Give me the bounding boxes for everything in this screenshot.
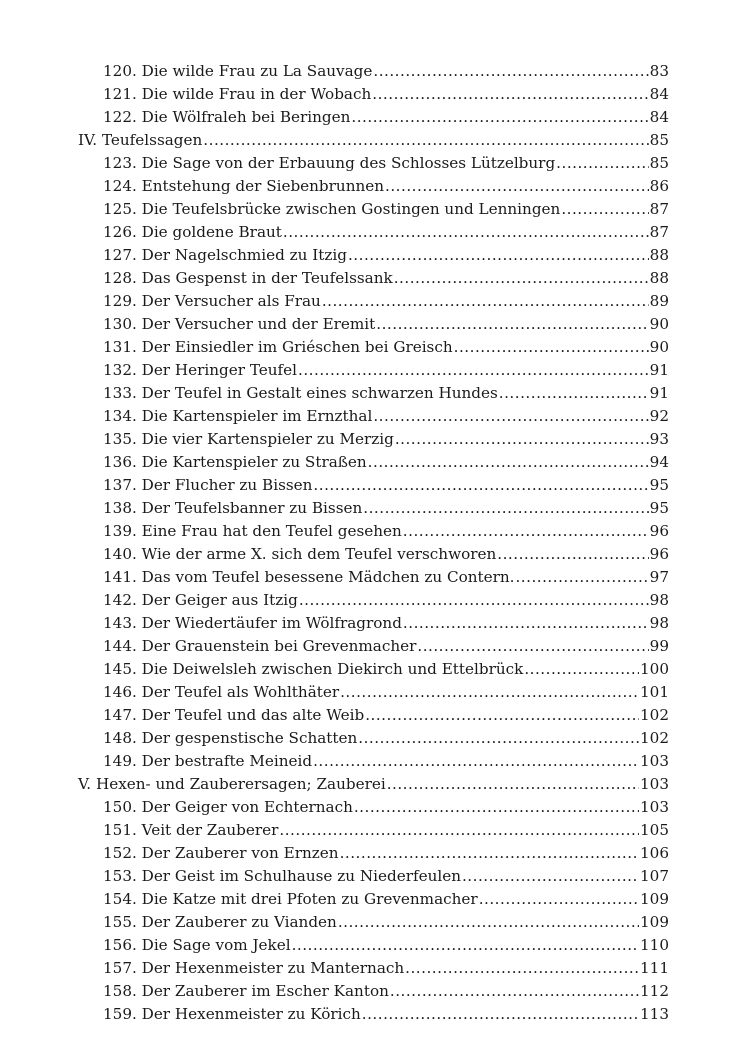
dot-leader — [405, 957, 639, 980]
toc-entry-title: 132. Der Heringer Teufel — [103, 361, 298, 379]
toc-row-content — [103, 267, 669, 290]
toc-entry-row — [0, 658, 746, 681]
toc-row-content — [103, 290, 669, 313]
dot-leader — [403, 612, 649, 635]
toc-row-content — [103, 635, 669, 658]
toc-entry-row — [0, 911, 746, 934]
toc-entry-title: 128. Das Gespenst in der Teufelssank — [103, 269, 393, 287]
toc-entry-title: 156. Die Sage vom Jekel — [103, 936, 291, 954]
dot-leader — [395, 428, 649, 451]
toc-row-content — [103, 911, 669, 934]
toc-entry-row — [0, 865, 746, 888]
toc-entry-row — [0, 727, 746, 750]
toc-row-content — [103, 796, 669, 819]
toc-entry-title: 147. Der Teufel und das alte Weib — [103, 706, 365, 724]
toc-page-number: 88 — [649, 269, 669, 287]
toc-row-content — [103, 175, 669, 198]
toc-page-number: 83 — [649, 62, 669, 80]
toc-row-content — [103, 405, 669, 428]
toc-entry-row — [0, 543, 746, 566]
toc-page-number: 92 — [649, 407, 669, 425]
toc-entry-row — [0, 405, 746, 428]
toc-page-number: 91 — [649, 384, 669, 402]
dot-leader — [340, 681, 639, 704]
toc-entry-row — [0, 819, 746, 842]
toc-row-content — [103, 428, 669, 451]
dot-leader — [376, 313, 648, 336]
toc-page-number: 90 — [649, 338, 669, 356]
toc-row-content — [103, 60, 669, 83]
dot-leader — [497, 543, 648, 566]
toc-entry-row — [0, 290, 746, 313]
dot-leader — [279, 819, 639, 842]
toc-page-number: 87 — [649, 200, 669, 218]
dot-leader — [524, 658, 639, 681]
toc-entry-row — [0, 451, 746, 474]
dot-leader — [387, 773, 639, 796]
toc-entry-row — [0, 520, 746, 543]
toc-entry-row — [0, 704, 746, 727]
toc-entry-row — [0, 842, 746, 865]
toc-page-number: 106 — [640, 844, 669, 862]
toc-entry-title: 152. Der Zauberer von Ernzen — [103, 844, 339, 862]
toc-entry-row — [0, 175, 746, 198]
dot-leader — [348, 244, 649, 267]
toc-page-number: 84 — [649, 108, 669, 126]
toc-entry-row — [0, 888, 746, 911]
dot-leader — [292, 934, 639, 957]
toc-entry-title: 121. Die wilde Frau in der Wobach — [103, 85, 372, 103]
dot-leader — [298, 359, 649, 382]
toc-entry-row — [0, 106, 746, 129]
dot-leader — [373, 60, 648, 83]
toc-row-content — [103, 221, 669, 244]
toc-entry-title: 157. Der Hexenmeister zu Manternach — [103, 959, 405, 977]
toc-page-number: 97 — [649, 568, 669, 586]
toc-entry-row — [0, 382, 746, 405]
dot-leader — [515, 566, 648, 589]
toc-entry-title: 138. Der Teufelsbanner zu Bissen — [103, 499, 363, 517]
toc-entry-row — [0, 336, 746, 359]
toc-entry-row — [0, 750, 746, 773]
toc-entry-row — [0, 313, 746, 336]
toc-row-content — [103, 980, 669, 1003]
toc-row-content — [103, 704, 669, 727]
toc-row-content — [103, 152, 669, 175]
toc-entry-title: 129. Der Versucher als Frau — [103, 292, 321, 310]
toc-page-number: 93 — [649, 430, 669, 448]
toc-row-content — [103, 106, 669, 129]
toc-entry-row — [0, 221, 746, 244]
toc-entry-row — [0, 244, 746, 267]
toc-row-content — [103, 520, 669, 543]
toc-row-content — [103, 543, 669, 566]
dot-leader — [363, 497, 648, 520]
toc-page-number: 96 — [649, 545, 669, 563]
toc-entry-title: 146. Der Teufel als Wohlthäter — [103, 683, 340, 701]
toc-entry-title: 155. Der Zauberer zu Vianden — [103, 913, 337, 931]
dot-leader — [462, 865, 639, 888]
toc-page-number: 98 — [649, 591, 669, 609]
toc-entry-title: 154. Die Katze mit drei Pfoten zu Grevenmacher — [103, 890, 478, 908]
dot-leader — [385, 175, 649, 198]
toc-page-number: 85 — [649, 154, 669, 172]
toc-row-content — [103, 474, 669, 497]
toc-entry-title: 125. Die Teufelsbrücke zwischen Gostingen und Lenningen — [103, 200, 561, 218]
dot-leader — [358, 727, 639, 750]
toc-row-content — [103, 336, 669, 359]
toc-page-number: 89 — [649, 292, 669, 310]
toc-entry-title: 136. Die Kartenspieler zu Straßen — [103, 453, 367, 471]
toc-row-content — [103, 313, 669, 336]
toc-entry-row — [0, 83, 746, 106]
toc-entry-row — [0, 474, 746, 497]
toc-row-content — [103, 497, 669, 520]
toc-row-content — [78, 129, 669, 152]
toc-entry-row — [0, 589, 746, 612]
toc-row-content — [103, 612, 669, 635]
toc-entry-title: 141. Das vom Teufel besessene Mädchen zu Contern. — [103, 568, 515, 586]
toc-row-content — [103, 382, 669, 405]
toc-entry-row — [0, 980, 746, 1003]
dot-leader — [417, 635, 648, 658]
toc-row-content — [103, 681, 669, 704]
toc-page-number: 90 — [649, 315, 669, 333]
toc-section-title: IV. Teufelssagen — [78, 131, 203, 149]
toc-entry-title: 153. Der Geist im Schulhause zu Niederfeulen — [103, 867, 461, 885]
dot-leader — [373, 405, 648, 428]
dot-leader — [362, 1003, 639, 1026]
toc-row-content — [103, 819, 669, 842]
toc-page-number: 112 — [640, 982, 669, 1000]
toc-row-content — [103, 451, 669, 474]
toc-row-content — [103, 658, 669, 681]
toc-page-number: 96 — [649, 522, 669, 540]
toc-section-row — [0, 773, 746, 796]
dot-leader — [390, 980, 639, 1003]
dot-leader — [313, 474, 648, 497]
dot-leader — [354, 796, 639, 819]
toc-row-content — [103, 888, 669, 911]
dot-leader — [338, 911, 639, 934]
dot-leader — [283, 221, 649, 244]
toc-page-number: 102 — [640, 706, 669, 724]
toc-page-number: 94 — [649, 453, 669, 471]
dot-leader — [479, 888, 639, 911]
toc-entry-title: 120. Die wilde Frau zu La Sauvage — [103, 62, 373, 80]
toc-page-number: 109 — [640, 913, 669, 931]
toc-entry-title: 122. Die Wölfraleh bei Beringen — [103, 108, 351, 126]
toc-page-number: 103 — [640, 775, 669, 793]
dot-leader — [403, 520, 649, 543]
dot-leader — [203, 129, 648, 152]
toc-page-number: 99 — [649, 637, 669, 655]
toc-page-number: 101 — [640, 683, 669, 701]
toc-row-content — [103, 1003, 669, 1026]
dot-leader — [322, 290, 649, 313]
toc-entry-row — [0, 934, 746, 957]
dot-leader — [499, 382, 649, 405]
toc-row-content — [78, 773, 669, 796]
dot-leader — [372, 83, 648, 106]
toc-page-number: 111 — [640, 959, 669, 977]
toc-entry-title: 123. Die Sage von der Erbauung des Schlosses Lützelburg — [103, 154, 556, 172]
toc-page-number: 105 — [640, 821, 669, 839]
toc-entry-title: 142. Der Geiger aus Itzig — [103, 591, 298, 609]
toc-entry-row — [0, 267, 746, 290]
toc-entry-row — [0, 957, 746, 980]
dot-leader — [368, 451, 649, 474]
toc-section-title: V. Hexen- und Zauberersagen; Zauberei — [78, 775, 386, 793]
toc-entry-title: 139. Eine Frau hat den Teufel gesehen — [103, 522, 402, 540]
toc-page-number: 109 — [640, 890, 669, 908]
toc-entry-title: 133. Der Teufel in Gestalt eines schwarzen Hundes — [103, 384, 498, 402]
toc-entry-title: 131. Der Einsiedler im Griéschen bei Greisch — [103, 338, 453, 356]
dot-leader — [454, 336, 649, 359]
toc-row-content — [103, 934, 669, 957]
dot-leader — [561, 198, 648, 221]
toc-entry-row — [0, 566, 746, 589]
toc-page-number: 103 — [640, 752, 669, 770]
toc-page-number: 102 — [640, 729, 669, 747]
toc-page-number: 85 — [649, 131, 669, 149]
toc-row-content — [103, 727, 669, 750]
toc-entry-title: 127. Der Nagelschmied zu Itzig — [103, 246, 347, 264]
toc-entry-row — [0, 497, 746, 520]
toc-entry-title: 126. Die goldene Braut — [103, 223, 282, 241]
toc-entry-row — [0, 1003, 746, 1026]
dot-leader — [299, 589, 649, 612]
toc-entry-title: 158. Der Zauberer im Escher Kanton — [103, 982, 389, 1000]
toc-page-number: 110 — [640, 936, 669, 954]
toc-page-number: 107 — [640, 867, 669, 885]
toc-entry-title: 124. Entstehung der Siebenbrunnen — [103, 177, 385, 195]
toc-section-row — [0, 129, 746, 152]
toc-page-number: 95 — [649, 476, 669, 494]
toc-row-content — [103, 83, 669, 106]
toc-entry-row — [0, 152, 746, 175]
toc-entry-title: 135. Die vier Kartenspieler zu Merzig — [103, 430, 394, 448]
toc-entry-title: 130. Der Versucher und der Eremit — [103, 315, 376, 333]
dot-leader — [340, 842, 639, 865]
toc-entry-title: 145. Die Deiwelsleh zwischen Diekirch und Ettelbrück — [103, 660, 524, 678]
toc-entry-title: 159. Der Hexenmeister zu Körich — [103, 1005, 361, 1023]
toc-page-number: 103 — [640, 798, 669, 816]
toc-row-content — [103, 589, 669, 612]
toc-page-number: 100 — [640, 660, 669, 678]
dot-leader — [351, 106, 648, 129]
toc-page-number: 86 — [649, 177, 669, 195]
toc-row-content — [103, 198, 669, 221]
toc-entry-row — [0, 359, 746, 382]
toc-page-number: 91 — [649, 361, 669, 379]
toc-page-number: 98 — [649, 614, 669, 632]
toc-entry-row — [0, 198, 746, 221]
toc-page-number: 95 — [649, 499, 669, 517]
toc-entry-title: 143. Der Wiedertäufer im Wölfragrond — [103, 614, 402, 632]
toc-page-number: 88 — [649, 246, 669, 264]
toc-entry-title: 144. Der Grauenstein bei Grevenmacher — [103, 637, 417, 655]
toc-entry-title: 149. Der bestrafte Meineid — [103, 752, 313, 770]
toc-entry-title: 137. Der Flucher zu Bissen — [103, 476, 313, 494]
dot-leader — [313, 750, 639, 773]
toc-row-content — [103, 842, 669, 865]
toc-entry-title: 134. Die Kartenspieler im Ernzthal — [103, 407, 373, 425]
toc-page-number: 87 — [649, 223, 669, 241]
toc-page-number: 84 — [649, 85, 669, 103]
toc-entry-row — [0, 428, 746, 451]
toc-entry-row — [0, 796, 746, 819]
toc-entry-row — [0, 681, 746, 704]
dot-leader — [365, 704, 639, 727]
toc-entry-row — [0, 612, 746, 635]
toc-page-number: 113 — [640, 1005, 669, 1023]
toc-entry-title: 148. Der gespenstische Schatten — [103, 729, 358, 747]
toc-entry-row — [0, 635, 746, 658]
dot-leader — [556, 152, 649, 175]
toc-entry-title: 150. Der Geiger von Echternach — [103, 798, 353, 816]
toc-row-content — [103, 566, 669, 589]
toc-row-content — [103, 750, 669, 773]
toc-entry-title: 151. Veit der Zauberer — [103, 821, 279, 839]
toc-entry-title: 140. Wie der arme X. sich dem Teufel verschworen — [103, 545, 497, 563]
toc-entry-row — [0, 60, 746, 83]
toc-row-content — [103, 244, 669, 267]
dot-leader — [394, 267, 649, 290]
toc-row-content — [103, 957, 669, 980]
toc-row-content — [103, 359, 669, 382]
toc-row-content — [103, 865, 669, 888]
